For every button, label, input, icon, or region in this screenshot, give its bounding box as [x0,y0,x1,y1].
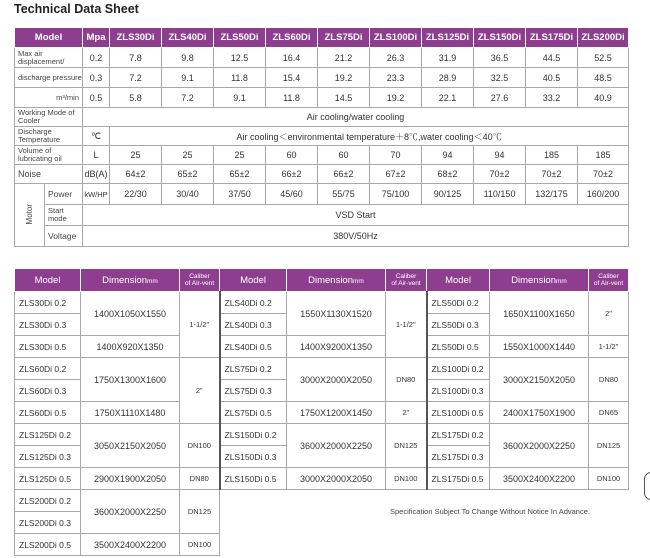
caliber-cell: 1-1/2" [180,292,220,358]
caliber-cell: DN125 [589,424,629,468]
power-cell: 90/125 [422,184,474,205]
model-cell: ZLS200Di 0.3 [15,512,81,534]
cooler-mode-label: Working Mode of Cooler [15,108,83,127]
displacement-cell: 16.4 [266,48,318,68]
noise-cell: 66±2 [266,165,318,184]
model-cell: ZLS30Di 0.3 [15,314,81,336]
displacement-cell: 44.5 [526,48,578,68]
power-label: Power [45,184,83,205]
motor-label: Motor [25,203,34,225]
dimension-cell: 1550X1000X1440 [490,336,589,358]
header-model: Model [220,269,287,292]
header-caliber-line: of Air-vent [593,280,624,287]
displacement-cell: 9.1 [162,68,214,88]
header-caliber [180,269,220,292]
caliber-cell: DN100 [589,468,629,490]
header-model-name: ZLS50Di [214,28,266,48]
noise-unit: dB(A) [83,165,110,184]
oil-label: Volume of lubricating oil [15,146,83,165]
model-cell: ZLS30Di 0.2 [15,292,81,314]
dimension-cell: 3050X2150X2050 [81,424,180,468]
displacement-cell: 28.9 [422,68,474,88]
caliber-cell: DN80 [589,358,629,402]
model-cell: ZLS150Di 0.3 [220,446,287,468]
header-model: Model [15,28,83,48]
power-cell: 160/200 [578,184,629,205]
power-cell: 45/60 [266,184,318,205]
power-cell: 75/100 [370,184,422,205]
displacement-label-line: displacement/ [18,56,65,66]
model-cell: ZLS60Di 0.3 [15,380,81,402]
oil-cell: 25 [110,146,162,165]
dimension-cell: 1750X1110X1480 [81,402,180,424]
displacement-cell: 11.8 [214,68,266,88]
start-mode-label: Start mode [45,205,83,226]
header-model-name: ZLS75Di [318,28,370,48]
oil-cell: 60 [318,146,370,165]
displacement-cell: 7.2 [162,88,214,108]
discharge-temp-unit: ℃ [83,127,110,146]
model-cell: ZLS100Di 0.5 [427,402,490,424]
displacement-cell: 12.5 [214,48,266,68]
oil-cell: 94 [474,146,526,165]
header-caliber-line: of Air-vent [184,280,215,287]
header-caliber [589,269,629,292]
pressure-value: 0.3 [83,68,110,88]
dimension-cell: 3600X2000X2250 [81,490,180,534]
motor-group-label [15,184,45,247]
displacement-cell: 7.8 [110,48,162,68]
header-caliber-line: Caliber [395,273,417,280]
noise-cell: 70±2 [474,165,526,184]
header-model-name: ZLS150Di [474,28,526,48]
header-caliber-line: Caliber [598,273,619,280]
dimension-cell: 2400X1750X1900 [490,402,589,424]
displacement-cell: 52.5 [578,48,629,68]
caliber-cell: DN65 [589,402,629,424]
model-cell: ZLS175Di 0.2 [427,424,490,446]
model-cell: ZLS60Di 0.2 [15,358,81,380]
displacement-cell: 7.2 [110,68,162,88]
oil-cell: 94 [422,146,474,165]
model-cell: ZLS200Di 0.2 [15,490,81,512]
model-cell: ZLS50Di 0.5 [427,336,490,358]
noise-cell: 67±2 [370,165,422,184]
header-model-name: ZLS200Di [578,28,629,48]
header-dimension [287,269,386,292]
displacement-cell: 15.4 [266,68,318,88]
dimension-cell: 3600X2000X2250 [287,424,386,468]
oil-cell: 185 [578,146,629,165]
header-mm: mm [353,277,364,285]
displacement-cell: 23.3 [370,68,422,88]
displacement-cell: 19.2 [370,88,422,108]
model-cell: ZLS175Di 0.5 [427,468,490,490]
displacement-cell: 31.9 [422,48,474,68]
header-dimension-text: Dimension [511,274,557,286]
model-cell: ZLS40Di 0.5 [220,336,287,358]
header-caliber [386,269,427,292]
model-cell: ZLS100Di 0.3 [427,380,490,402]
dimension-cell: 2900X1900X2050 [81,468,180,490]
header-model: Model [427,269,490,292]
empty-area [220,490,629,556]
caliber-cell: DN125 [180,490,220,534]
displacement-cell: 11.8 [266,88,318,108]
dimension-cell: 1400X1050X1550 [81,292,180,336]
model-cell: ZLS175Di 0.3 [427,446,490,468]
noise-cell: 70±2 [578,165,629,184]
header-caliber-line: Caliber [189,273,210,280]
noise-label: Noise [15,165,83,184]
model-cell: ZLS150Di 0.2 [220,424,287,446]
header-dimension-text: Dimension [308,274,354,286]
displacement-cell: 19.2 [318,68,370,88]
model-cell: ZLS125Di 0.5 [15,468,81,490]
dimension-cell: 1400X920X1350 [81,336,180,358]
header-model-name: ZLS100Di [370,28,422,48]
displacement-cell: 40.9 [578,88,629,108]
dimension-cell: 3000X2150X2050 [490,358,589,402]
oil-cell: 25 [162,146,214,165]
header-model-name: ZLS175Di [526,28,578,48]
noise-cell: 68±2 [422,165,474,184]
power-cell: 30/40 [162,184,214,205]
noise-cell: 65±2 [162,165,214,184]
dimension-cell: 1750X1200X1450 [287,402,386,424]
power-cell: 37/50 [214,184,266,205]
page-title: Technical Data Sheet [14,2,139,16]
displacement-cell: 9.1 [214,88,266,108]
voltage-label: Voltage [45,226,83,247]
model-cell: ZLS75Di 0.5 [220,402,287,424]
model-cell: ZLS150Di 0.5 [220,468,287,490]
header-model-name: ZLS30Di [110,28,162,48]
power-cell: 132/175 [526,184,578,205]
noise-cell: 64±2 [110,165,162,184]
discharge-temp-label: Discharge Temperature [15,127,83,146]
technical-spec-table [14,27,629,247]
dimension-cell: 3000X2000X2050 [287,468,386,490]
model-cell: ZLS40Di 0.2 [220,292,287,314]
header-model-name: ZLS60Di [266,28,318,48]
model-cell: ZLS50Di 0.2 [427,292,490,314]
header-mm: mm [147,277,158,285]
displacement-cell: 40.5 [526,68,578,88]
model-cell: ZLS75Di 0.2 [220,358,287,380]
dimension-cell: 1650X1100X1650 [490,292,589,336]
dimension-cell: 1400X9200X1350 [287,336,386,358]
header-model-name: ZLS40Di [162,28,214,48]
caliber-cell: DN100 [180,534,220,556]
caliber-cell: DN125 [386,424,427,468]
power-cell: 55/75 [318,184,370,205]
footer-note: Specification Subject To Change Without Notice In Advance. [390,507,590,516]
caliber-cell: DN100 [180,424,220,468]
caliber-cell: 1-1/2" [589,336,629,358]
caliber-cell: DN100 [386,468,427,490]
displacement-cell: 9.8 [162,48,214,68]
oil-cell: 25 [214,146,266,165]
displacement-cell: 5.8 [110,88,162,108]
dimension-cell: 3500X2400X2200 [81,534,180,556]
header-dimension-text: Dimension [102,274,148,286]
power-unit: kW/HP [83,184,110,205]
displacement-unit: m³/min [15,88,83,108]
dimension-cell: 3500X2400X2200 [490,468,589,490]
displacement-cell: 22.1 [422,88,474,108]
caliber-cell: 1-1/2" [386,292,427,358]
displacement-label-line: discharge pressure [15,68,83,88]
cooler-mode-value: Air cooling/water cooling [83,108,629,127]
noise-cell: 70±2 [526,165,578,184]
displacement-label-line: Max air [18,48,43,58]
page-edge-mark [644,472,650,500]
start-mode-value: VSD Start [83,205,629,226]
voltage-value: 380V/50Hz [83,226,629,247]
dimension-cell: 1750X1300X1600 [81,358,180,402]
model-cell: ZLS100Di 0.2 [427,358,490,380]
displacement-cell: 26.3 [370,48,422,68]
dimension-cell: 3000X2000X2050 [287,358,386,402]
caliber-cell: 2" [386,402,427,424]
discharge-temp-value: Air cooling＜environmental temperature＋8℃,water cooling＜40℃ [110,127,629,146]
pressure-value: 0.5 [83,88,110,108]
noise-cell: 65±2 [214,165,266,184]
displacement-cell: 21.2 [318,48,370,68]
displacement-cell: 27.6 [474,88,526,108]
model-cell: ZLS200Di 0.5 [15,534,81,556]
header-caliber-line: of Air-vent [391,280,421,287]
caliber-cell: 2" [180,358,220,424]
noise-cell: 66±2 [318,165,370,184]
power-cell: 110/150 [474,184,526,205]
model-cell: ZLS125Di 0.3 [15,446,81,468]
displacement-cell: 32.5 [474,68,526,88]
header-dimension [490,269,589,292]
model-cell: ZLS125Di 0.2 [15,424,81,446]
model-cell: ZLS50Di 0.3 [427,314,490,336]
model-cell: ZLS75Di 0.3 [220,380,287,402]
header-mm: mm [556,277,567,285]
displacement-cell: 14.5 [318,88,370,108]
header-model-name: ZLS125Di [422,28,474,48]
caliber-cell: 2" [589,292,629,336]
model-cell: ZLS30Di 0.5 [15,336,81,358]
caliber-cell: DN80 [180,468,220,490]
header-dimension [81,269,180,292]
displacement-cell: 36.5 [474,48,526,68]
oil-cell: 70 [370,146,422,165]
oil-cell: 185 [526,146,578,165]
displacement-cell: 48.5 [578,68,629,88]
oil-unit: L [83,146,110,165]
dimension-cell: 1550X1130X1520 [287,292,386,336]
model-cell: ZLS40Di 0.3 [220,314,287,336]
pressure-value: 0.2 [83,48,110,68]
oil-cell: 60 [266,146,318,165]
model-cell: ZLS60Di 0.5 [15,402,81,424]
header-unit: Mpa [83,28,110,48]
header-model: Model [15,269,81,292]
displacement-cell: 33.2 [526,88,578,108]
caliber-cell: DN80 [386,358,427,402]
displacement-label [15,48,83,68]
power-cell: 22/30 [110,184,162,205]
dimension-cell: 3600X2000X2250 [490,424,589,468]
